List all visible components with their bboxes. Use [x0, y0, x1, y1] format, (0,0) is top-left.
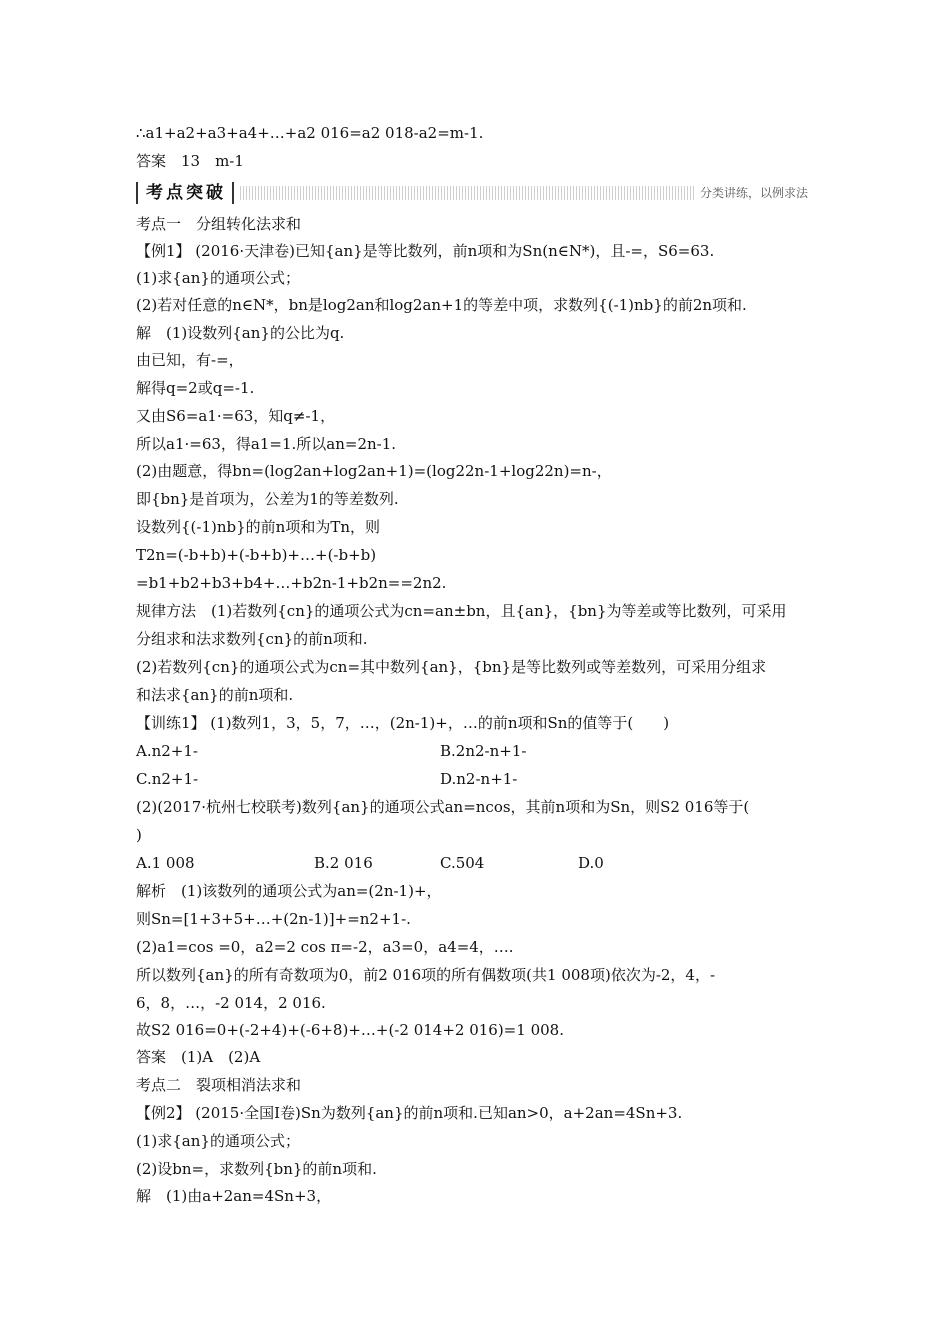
banner-divider — [232, 182, 234, 204]
line-19: 和法求{an}的前n项和. — [136, 686, 294, 704]
line-16: 规律方法 (1)若数列{cn}的通项公式为cn=an±bn，且{an}，{bn}为等差或等比数列，可采用 — [136, 602, 787, 620]
line-7: 由已知，有-=， — [136, 351, 244, 369]
banner-tag: 分类讲练，以例求法 — [696, 184, 812, 202]
line-29: 答案 (1)A (2)A — [136, 1048, 261, 1066]
line-27: 6，8，…，-2 014，2 016. — [136, 994, 326, 1012]
line-28: 故S2 016=0+(-2+4)+(-6+8)+…+(-2 014+2 016)=1 008. — [136, 1021, 564, 1039]
line-2: 考点一 分组转化法求和 — [136, 215, 302, 233]
option-2b: B.2 016 — [314, 854, 373, 872]
option-2a: A.1 008 — [136, 854, 195, 872]
line-3: 【例1】 (2016·天津卷)已知{an}是等比数列，前n项和为Sn(n∈N*)，且-=，S6=63. — [136, 242, 715, 260]
line-18: (2)若数列{cn}的通项公式为cn=其中数列{an}，{bn}是等比数列或等差数列，可采用分组求 — [136, 658, 767, 676]
line-26: 所以数列{an}的所有奇数项为0，前2 016项的所有偶数项(共1 008项)依次为-2，4，- — [136, 966, 716, 984]
line-17: 分组求和法求数列{cn}的前n项和. — [136, 630, 368, 648]
line-12: 即{bn}是首项为，公差为1的等差数列. — [136, 490, 399, 508]
banner-title: 考点突破 — [146, 183, 226, 203]
line-13: 设数列{(-1)nb}的前n项和为Tn，则 — [136, 518, 380, 536]
line-1: 答案 13 m-1 — [136, 152, 244, 170]
line-33: (2)设bn=，求数列{bn}的前n项和. — [136, 1160, 377, 1178]
line-8: 解得q=2或q=-1. — [136, 379, 255, 397]
line-22: ) — [136, 826, 142, 844]
line-32: (1)求{an}的通项公式； — [136, 1132, 300, 1150]
line-14: T2n=(-b+b)+(-b+b)+…+(-b+b) — [136, 546, 377, 564]
option-2c: C.504 — [440, 854, 485, 872]
section-banner — [136, 180, 812, 206]
option-1b: B.2n2-n+1- — [440, 742, 527, 760]
line-15: =b1+b2+b3+b4+…+b2n-1+b2n==2n2. — [136, 574, 447, 592]
line-25: (2)a1=cos =0，a2=2 cos π=-2，a3=0，a4=4，…. — [136, 938, 514, 956]
line-34: 解 (1)由a+2an=4Sn+3， — [136, 1187, 332, 1205]
line-5: (2)若对任意的n∈N*，bn是log2an和log2an+1的等差中项，求数列{(-1)nb}的前2n项和. — [136, 296, 747, 314]
line-20: 【训练1】 (1)数列1，3，5，7，…，(2n-1)+，…的前n项和Sn的值等于( ) — [136, 714, 670, 732]
line-21: (2)(2017·杭州七校联考)数列{an}的通项公式an=ncos，其前n项和为Sn，则S2 016等于( — [136, 798, 750, 816]
line-24: 则Sn=[1+3+5+…+(2n-1)]+=n2+1-. — [136, 910, 411, 928]
line-31: 【例2】 (2015·全国Ⅰ卷)Sn为数列{an}的前n项和.已知an>0，a+2an=4Sn+3. — [136, 1104, 683, 1122]
line-9: 又由S6=a1·=63，知q≠-1， — [136, 407, 336, 425]
option-1a: A.n2+1- — [136, 742, 198, 760]
line-10: 所以a1·=63，得a1=1.所以an=2n-1. — [136, 435, 397, 453]
banner-left-bar — [136, 182, 138, 204]
option-1d: D.n2-n+1- — [440, 770, 518, 788]
line-23: 解析 (1)该数列的通项公式为an=(2n-1)+， — [136, 882, 442, 900]
line-30: 考点二 裂项相消法求和 — [136, 1076, 302, 1094]
line-6: 解 (1)设数列{an}的公比为q. — [136, 324, 345, 342]
line-0: ∴a1+a2+a3+a4+…+a2 016=a2 018-a2=m-1. — [136, 124, 484, 142]
line-11: (2)由题意，得bn=(log2an+log2an+1)=(log22n-1+log22n)=n-， — [136, 462, 612, 480]
line-4: (1)求{an}的通项公式； — [136, 269, 300, 287]
option-1c: C.n2+1- — [136, 770, 199, 788]
option-2d: D.0 — [578, 854, 604, 872]
